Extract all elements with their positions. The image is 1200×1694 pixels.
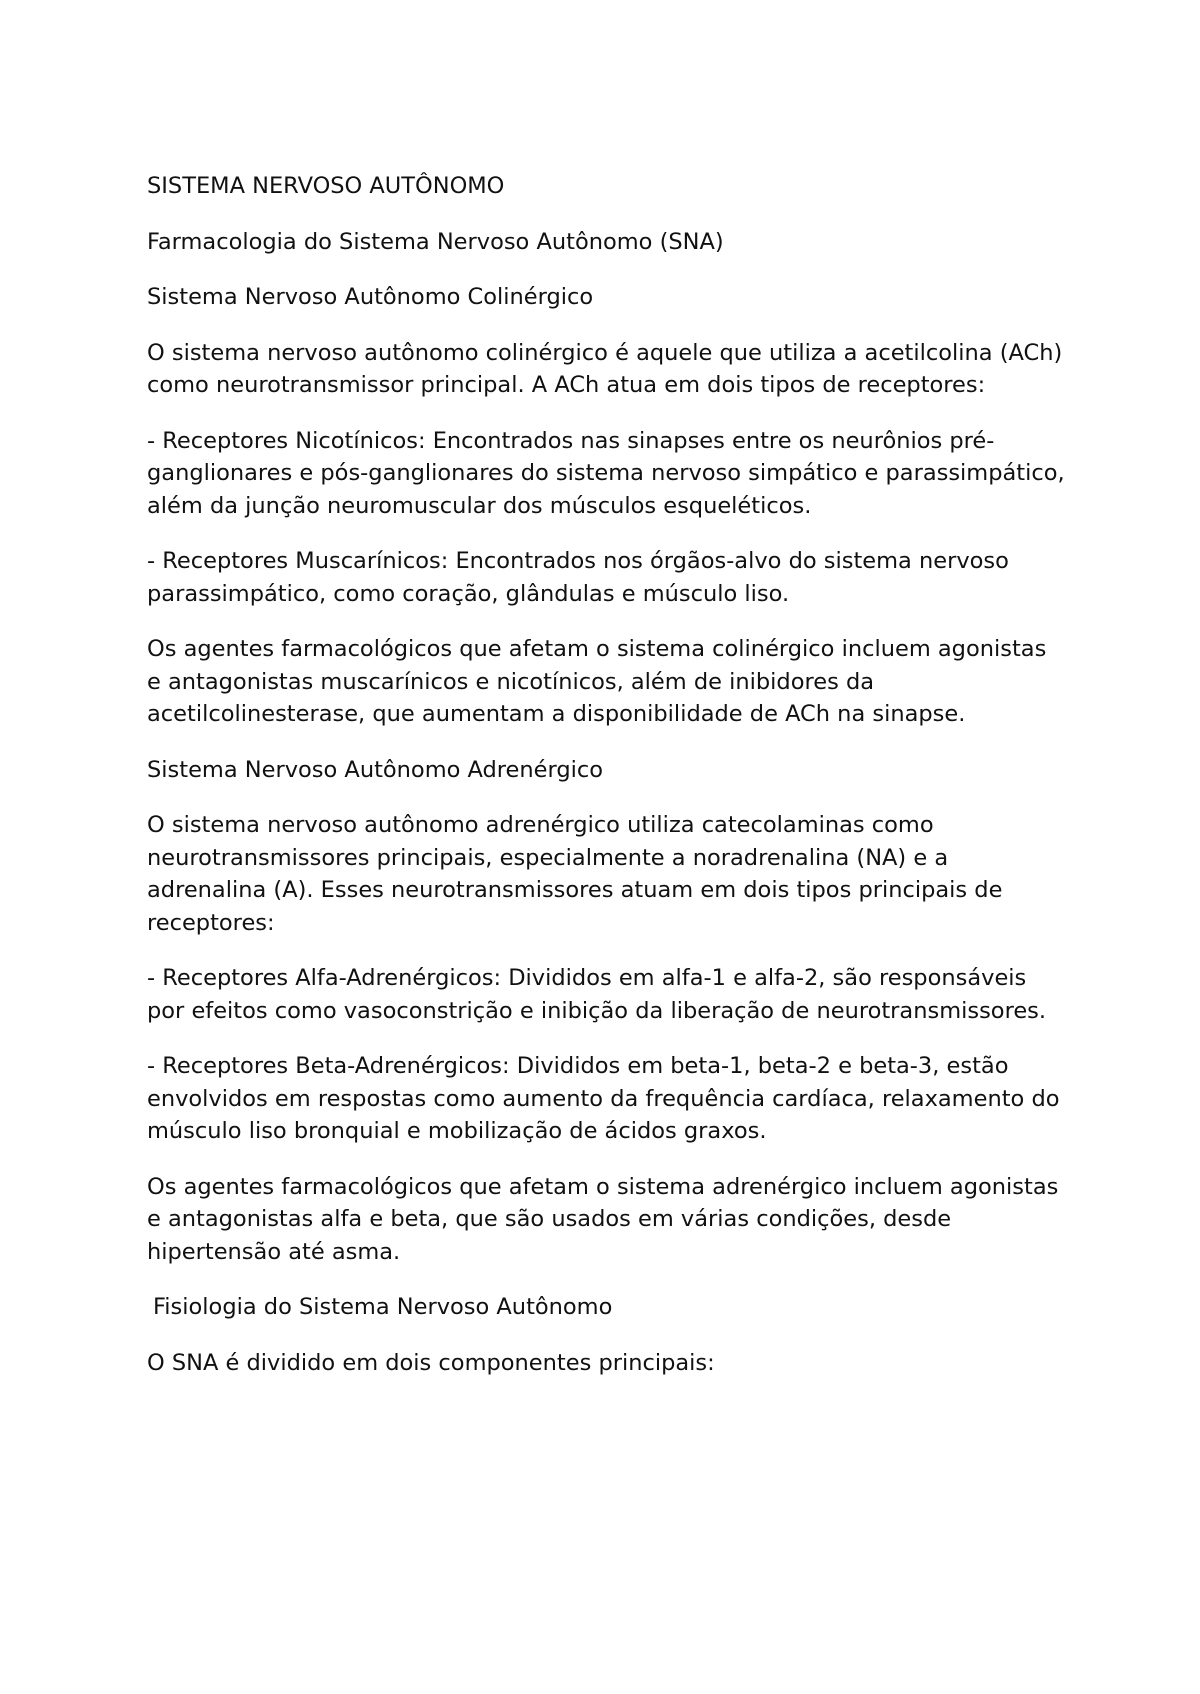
paragraph-colinergico-intro: O sistema nervoso autônomo colinérgico é aquele que utiliza a acetilcolina (ACh) como neurotransmissor principal. A ACh atua em dois tipos de receptores:: [147, 339, 1063, 398]
document-subtitle: Farmacologia do Sistema Nervoso Autônomo (SNA): [147, 228, 724, 255]
paragraph-receptores-beta: - Receptores Beta-Adrenérgicos: Divididos em beta-1, beta-2 e beta-3, estão envolvidos em respostas como aumento da frequência cardíaca, relaxamento do músculo liso bronquial e mobilização de ácidos graxos.: [147, 1053, 1060, 1144]
section-heading-fisiologia: Fisiologia do Sistema Nervoso Autônomo: [153, 1294, 613, 1320]
paragraph-fisiologia-intro: O SNA é dividido em dois componentes principais:: [147, 1349, 715, 1376]
paragraph-adrenergico-intro: O sistema nervoso autônomo adrenérgico utiliza catecolaminas como neurotransmissores principais, especialmente a noradrenalina (NA) e a adrenalina (A). Esses neurotransmissores atuam em dois tipos principais de receptores:: [147, 812, 1003, 936]
paragraph-agentes-adrenergicos: Os agentes farmacológicos que afetam o sistema adrenérgico incluem agonistas e antagonistas alfa e beta, que são usados em várias condições, desde hipertensão até asma.: [147, 1173, 1059, 1265]
section-heading-colinergico: Sistema Nervoso Autônomo Colinérgico: [147, 284, 594, 310]
paragraph-receptores-alfa: - Receptores Alfa-Adrenérgicos: Divididos em alfa-1 e alfa-2, são responsáveis por efeitos como vasoconstrição e inibição da liberação de neurotransmissores.: [147, 965, 1047, 1024]
section-heading-adrenergico: Sistema Nervoso Autônomo Adrenérgico: [147, 756, 604, 783]
paragraph-receptores-muscarinicos: - Receptores Muscarínicos: Encontrados nos órgãos-alvo do sistema nervoso parassimpático, como coração, glândulas e músculo liso.: [147, 548, 1009, 607]
document-body: [147, 170, 1067, 1402]
document-title: SISTEMA NERVOSO AUTÔNOMO: [147, 173, 505, 199]
paragraph-agentes-colinergicos: Os agentes farmacológicos que afetam o sistema colinérgico incluem agonistas e antagonistas muscarínicos e nicotínicos, além de inibidores da acetilcolinesterase, que aumentam a disponibilidade de ACh na sinapse.: [147, 636, 1047, 727]
paragraph-receptores-nicotinicos: - Receptores Nicotínicos: Encontrados nas sinapses entre os neurônios pré-ganglionares e pós-ganglionares do sistema nervoso simpático e parassimpático, além da junção neuromuscular dos músculos esqueléticos.: [147, 427, 1065, 519]
